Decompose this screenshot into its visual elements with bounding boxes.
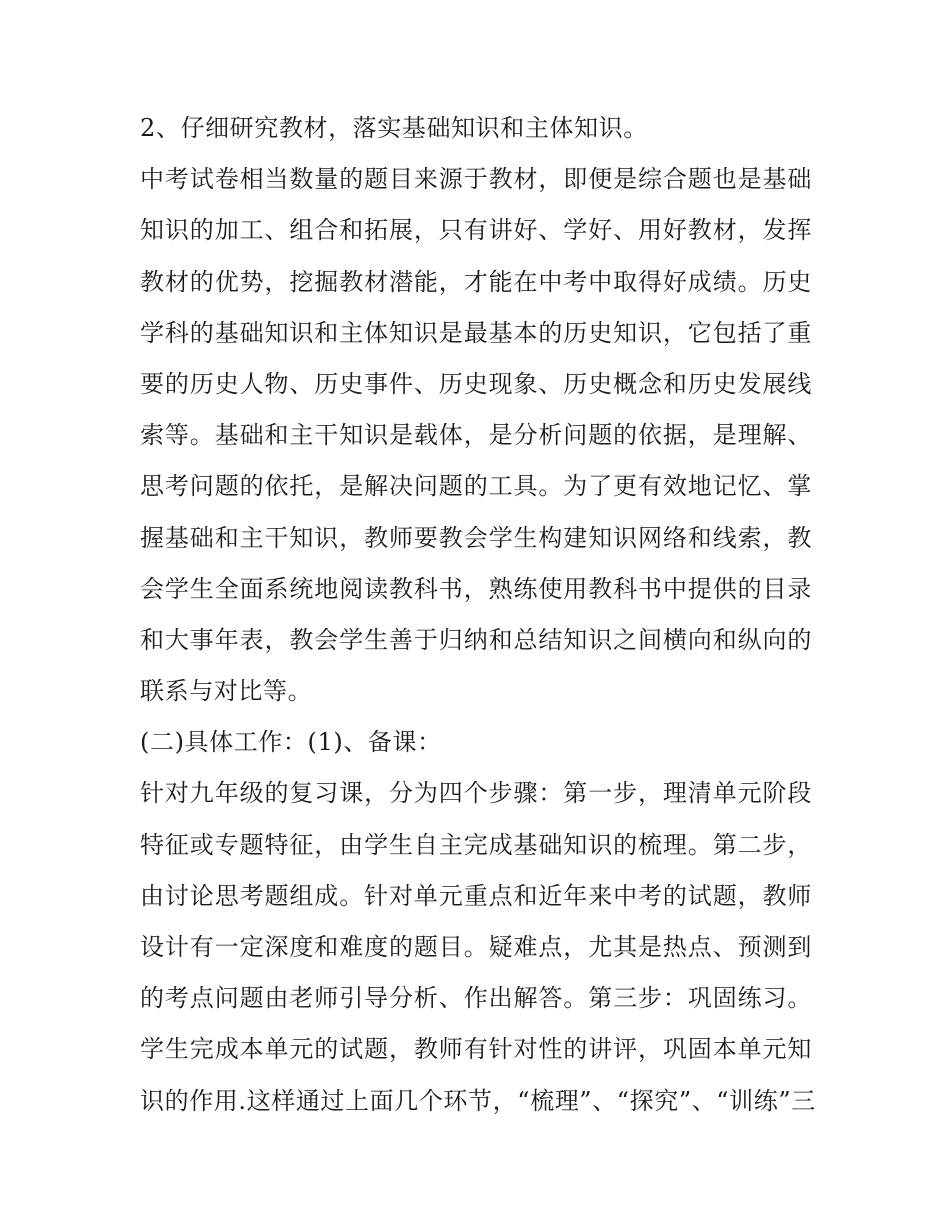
paragraph-line: 会学生全面系统地阅读教科书，熟练使用教科书中提供的目录 — [140, 574, 812, 603]
paragraph-line: 由讨论思考题组成。针对单元重点和近年来中考的试题，教师 — [140, 881, 812, 910]
paragraph-line: 特征或专题特征，由学生自主完成基础知识的梳理。第二步， — [140, 830, 812, 859]
paragraph-line: 握基础和主干知识，教师要教会学生构建知识网络和线索，教 — [140, 523, 812, 552]
paragraph-line: 索等。基础和主干知识是载体，是分析问题的依据，是理解、 — [140, 421, 812, 450]
section-heading-line: (二)具体工作：(1)、备课： — [140, 728, 442, 757]
paragraph-line: 和大事年表，教会学生善于归纳和总结知识之间横向和纵向的 — [140, 625, 812, 654]
paragraph-line: 教材的优势，挖掘教材潜能，才能在中考中取得好成绩。历史 — [140, 267, 812, 296]
paragraph-line: 中考试卷相当数量的题目来源于教材，即便是综合题也是基础 — [140, 165, 812, 194]
paragraph-line: 的考点问题由老师引导分析、作出解答。第三步：巩固练习。 — [140, 984, 812, 1013]
paragraph-line: 针对九年级的复习课，分为四个步骤：第一步，理清单元阶段 — [140, 779, 812, 808]
paragraph-line: 要的历史人物、历史事件、历史现象、历史概念和历史发展线 — [140, 369, 812, 398]
paragraph-line: 思考问题的依托，是解决问题的工具。为了更有效地记忆、掌 — [140, 472, 812, 501]
paragraph-line: 联系与对比等。 — [140, 677, 313, 706]
paragraph-line: 知识的加工、组合和拓展，只有讲好、学好、用好教材，发挥 — [140, 216, 812, 245]
paragraph-line: 识的作用.这样通过上面几个环节，“梳理”、“探究”、“训练”三 — [140, 1086, 816, 1115]
paragraph-line: 学科的基础知识和主体知识是最基本的历史知识，它包括了重 — [140, 318, 812, 347]
document-body — [140, 103, 816, 1127]
paragraph-line: 学生完成本单元的试题，教师有针对性的讲评，巩固本单元知 — [140, 1035, 812, 1064]
heading-line: 2、仔细研究教材，落实基础知识和主体知识。 — [140, 114, 648, 142]
paragraph-line: 设计有一定深度和难度的题目。疑难点，尤其是热点、预测到 — [140, 933, 812, 961]
